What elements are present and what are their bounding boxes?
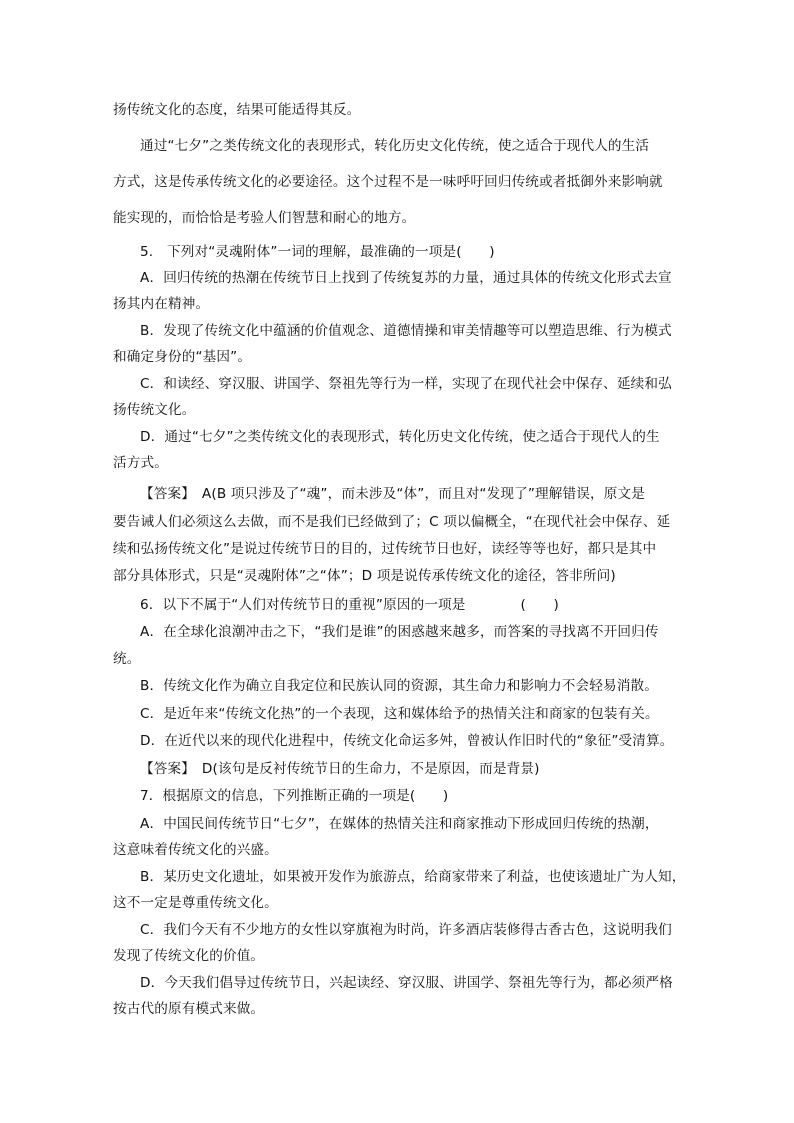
answer-line: 要告诫人们必须这么去做，而不是我们已经做到了；C 项以偏概全，“在现代社会中保存、延 xyxy=(113,514,671,530)
option-line: 扬传统文化。 xyxy=(113,402,196,418)
option-line: B．某历史文化遗址，如果被开发作为旅游点，给商家带来了利益，也使该遗址广为人知， xyxy=(140,869,686,885)
option-line: A．中国民间传统节日“七夕”，在媒体的热情关注和商家推动下形成回归传统的热潮， xyxy=(140,816,659,832)
answer-line: 续和弘扬传统文化”是说过传统节日的目的，过传统节日也好，读经等等也好，都只是其中 xyxy=(113,541,657,557)
option-line: 活方式。 xyxy=(113,455,168,471)
option-line: 这不一定是尊重传统文化。 xyxy=(113,895,278,911)
option-line: 扬其内在精神。 xyxy=(113,296,210,312)
option-line: D．在近代以来的现代化进程中，传统文化命运多舛，曾被认作旧时代的“象征”受清算。 xyxy=(140,733,674,749)
option-line: A．在全球化浪潮冲击之下，“我们是谁”的困惑越来越多，而答案的寻找离不开回归传 xyxy=(140,624,659,640)
answer-line: 【答案】 A(B 项只涉及了“魂”，而未涉及“体”，而且对“发现了”理解错误，原文是 xyxy=(140,486,646,502)
option-line: 和确定身份的“基因”。 xyxy=(113,349,252,365)
paragraph-line: 通过“七夕”之类传统文化的表现形式，转化历史文化传统，使之适合于现代人的生活 xyxy=(140,138,650,154)
option-line: 发现了传统文化的价值。 xyxy=(113,948,265,964)
paragraph-line: 扬传统文化的态度，结果可能适得其反。 xyxy=(113,102,361,118)
option-line: A．回归传统的热潮在传统节日上找到了传统复苏的力量，通过具体的传统文化形式去宣 xyxy=(140,270,672,286)
option-line: B．发现了传统文化中蕴涵的价值观念、道德情操和审美情趣等可以塑造思维、行为模式 xyxy=(140,323,672,339)
question-5: 5. 下列对“灵魂附体”一词的理解，最准确的一项是( ) xyxy=(140,244,495,260)
option-line: 按古代的原有模式来做。 xyxy=(113,1001,265,1017)
option-line: 这意味着传统文化的兴盛。 xyxy=(113,842,278,858)
option-line: D．通过“七夕”之类传统文化的表现形式，转化历史文化传统，使之适合于现代人的生 xyxy=(140,429,660,445)
question-7: 7．根据原文的信息，下列推断正确的一项是( ) xyxy=(140,788,449,804)
option-line: C．和读经、穿汉服、讲国学、祭祖先等行为一样，实现了在现代社会中保存、延续和弘 xyxy=(140,376,672,392)
answer-line: 【答案】 D(该句是反衬传统节日的生命力，不是原因，而是背景) xyxy=(140,761,540,777)
option-line: C．是近年来“传统文化热”的一个表现，这和媒体给予的热情关注和商家的包装有关。 xyxy=(140,706,659,722)
answer-line: 部分具体形式，只是“灵魂附体”之“体”；D 项是说传承传统文化的途径，答非所问) xyxy=(113,568,616,584)
option-line: D．今天我们倡导过传统节日，兴起读经、穿汉服、讲国学、祭祖先等行为，都必须严格 xyxy=(140,975,673,991)
paragraph-line: 能实现的，而恰恰是考验人们智慧和耐心的地方。 xyxy=(113,210,416,226)
question-6: 6．以下不属于“人们对传统节日的重视”原因的一项是 ( ) xyxy=(140,597,559,613)
option-line: 统。 xyxy=(113,651,141,667)
option-line: C．我们今天有不少地方的女性以穿旗袍为时尚，许多酒店装修得古香古色，这说明我们 xyxy=(140,922,672,938)
option-line: B．传统文化作为确立自我定位和民族认同的资源，其生命力和影响力不会轻易消散。 xyxy=(140,678,658,694)
paragraph-line: 方式，这是传承传统文化的必要途径。这个过程不是一味呼吁回归传统或者抵御外来影响就 xyxy=(113,174,663,190)
